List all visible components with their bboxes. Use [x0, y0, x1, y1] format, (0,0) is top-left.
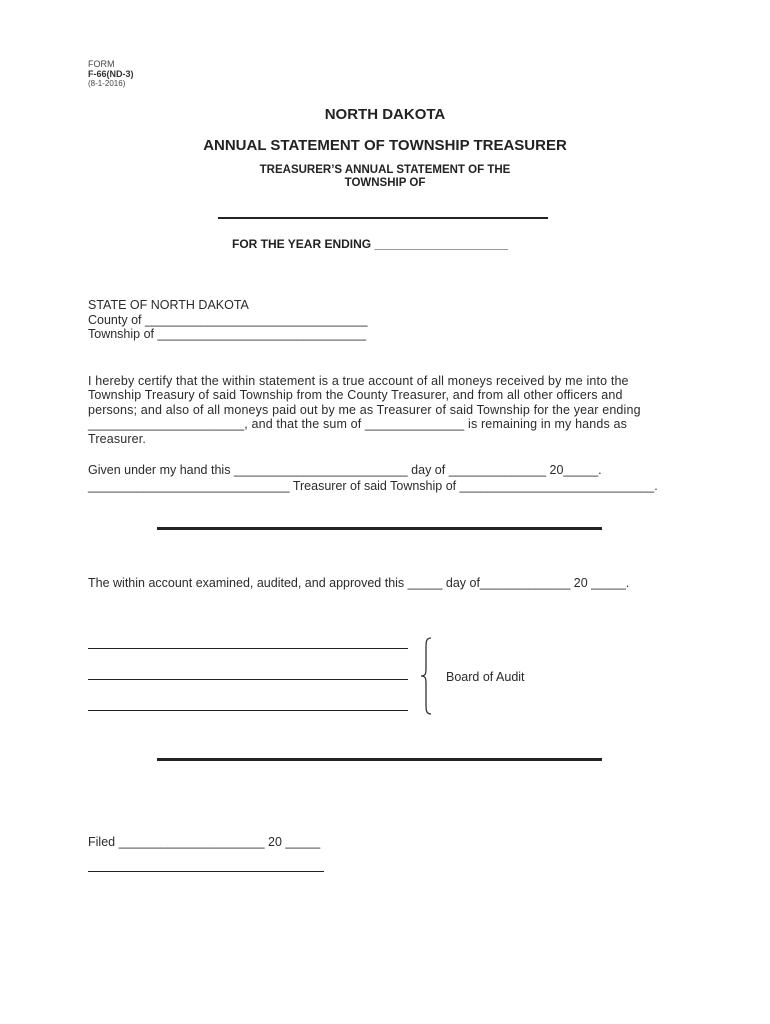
audit-signature-line[interactable]	[88, 679, 408, 680]
filed-line[interactable]: Filed _____________________ 20 _____	[88, 835, 321, 849]
main-title: ANNUAL STATEMENT OF TOWNSHIP TREASURER	[203, 137, 567, 154]
subtitle-line-2: TOWNSHIP OF	[344, 177, 426, 189]
section-divider	[157, 527, 602, 530]
form-label: FORM	[88, 59, 115, 69]
form-number: F-66(ND-3)	[88, 69, 134, 79]
certification-paragraph: I hereby certify that the within statement is a true account of all moneys received by me into the Township Treasury of said Township from the County Treasurer, and from all other officers and persons; and also of all moneys paid out by me as Treasurer of said Township for the year ending ______________________, and that the sum of ______________ is remaining in my hands as Treasurer.	[88, 374, 641, 446]
audit-approval-line[interactable]: The within account examined, audited, and approved this _____ day of_____________ 20 _____.	[88, 576, 630, 590]
venue-township[interactable]: Township of ______________________________	[88, 327, 367, 341]
board-of-audit-label: Board of Audit	[446, 670, 525, 684]
venue-state: STATE OF NORTH DAKOTA	[88, 298, 249, 312]
subtitle-line-1: TREASURER’S ANNUAL STATEMENT OF THE	[259, 164, 511, 176]
filed-signature-line[interactable]	[88, 871, 324, 872]
audit-signature-line[interactable]	[88, 648, 408, 649]
venue-county[interactable]: County of ________________________________	[88, 313, 368, 327]
treasurer-signature-line[interactable]: _____________________________ Treasurer of said Township of ____________________________.	[88, 479, 658, 493]
state-title: NORTH DAKOTA	[324, 106, 446, 123]
year-ending-line[interactable]: FOR THE YEAR ENDING ____________________	[232, 237, 508, 251]
brace-icon	[420, 636, 442, 716]
subtitle	[0, 164, 770, 190]
audit-signature-line[interactable]	[88, 710, 408, 711]
township-name-line[interactable]	[218, 217, 548, 219]
form-date: (8-1-2016)	[88, 79, 126, 88]
section-divider	[157, 758, 602, 761]
given-under-hand-line[interactable]: Given under my hand this _________________________ day of ______________ 20_____.	[88, 463, 602, 477]
